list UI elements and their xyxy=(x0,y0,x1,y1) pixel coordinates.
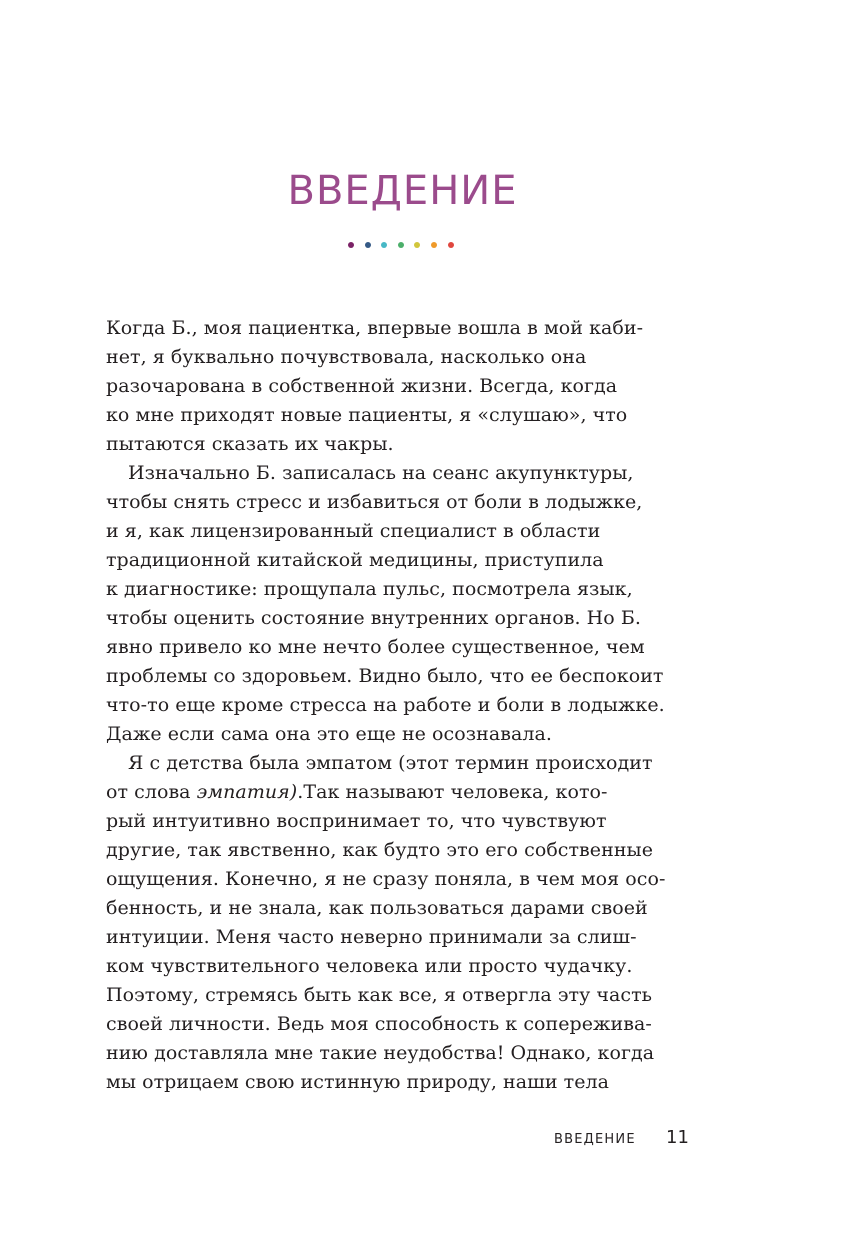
text-line xyxy=(106,778,696,807)
dot-5 xyxy=(414,242,420,248)
text-line: явно привело ко мне нечто более существенное, чем xyxy=(106,636,645,658)
running-head: ВВЕДЕНИЕ xyxy=(554,1132,636,1147)
page-number: 11 xyxy=(666,1127,689,1148)
text-line: что-то еще кроме стресса на работе и боли в лодыжке. xyxy=(106,694,665,716)
text-line: Я с детства была эмпатом (этот термин происходит xyxy=(128,752,653,774)
chapter-title: ВВЕДЕНИЕ xyxy=(287,168,518,214)
dot-7 xyxy=(448,242,454,248)
text-line: бенность, и не знала, как пользоваться дарами своей xyxy=(106,897,648,919)
text-line: интуиции. Меня часто неверно принимали за слиш- xyxy=(106,926,637,948)
text-line: к диагностике: прощупала пульс, посмотрела язык, xyxy=(106,578,633,600)
text-line: Изначально Б. записалась на сеанс акупунктуры, xyxy=(128,462,634,484)
text-line: ком чувствительного человека или просто чудачку. xyxy=(106,955,633,977)
text-line: ко мне приходят новые пациенты, я «слушаю», что xyxy=(106,404,628,426)
dot-4 xyxy=(398,242,404,248)
italic-term: эмпатия) xyxy=(196,781,298,803)
text-line: своей личности. Ведь моя способность к сопережива- xyxy=(106,1013,652,1035)
dot-1 xyxy=(348,242,354,248)
text-line: другие, так явственно, как будто это его собственные xyxy=(106,839,653,861)
text-line: Даже если сама она это еще не осознавала. xyxy=(106,723,552,745)
text-line: нию доставляла мне такие неудобства! Однако, когда xyxy=(106,1042,655,1064)
text-line: нет, я буквально почувствовала, насколько она xyxy=(106,346,587,368)
dot-2 xyxy=(365,242,371,248)
text-line: традиционной китайской медицины, приступила xyxy=(106,549,604,571)
text-line: рый интуитивно воспринимает то, что чувствуют xyxy=(106,810,607,832)
dot-6 xyxy=(431,242,437,248)
text-line: проблемы со здоровьем. Видно было, что ее беспокоит xyxy=(106,665,664,687)
decorative-dots xyxy=(348,242,464,250)
dot-3 xyxy=(381,242,387,248)
text-line: мы отрицаем свою истинную природу, наши тела xyxy=(106,1071,610,1093)
text-line: чтобы снять стресс и избавиться от боли в лодыжке, xyxy=(106,491,643,513)
text-line: Когда Б., моя пациентка, впервые вошла в мой каби- xyxy=(106,317,644,339)
text-line: Поэтому, стремясь быть как все, я отвергла эту часть xyxy=(106,984,653,1006)
text-line: разочарована в собственной жизни. Всегда, когда xyxy=(106,375,618,397)
text-line: пытаются сказать их чакры. xyxy=(106,433,394,455)
text-line: ощущения. Конечно, я не сразу поняла, в чем моя осо- xyxy=(106,868,666,890)
text-line: чтобы оценить состояние внутренних органов. Но Б. xyxy=(106,607,641,629)
text-line: и я, как лицензированный специалист в области xyxy=(106,520,601,542)
body-text xyxy=(106,314,696,1097)
text-segment: от слова xyxy=(106,781,197,803)
text-segment: .Так называют человека, кото- xyxy=(297,781,608,803)
